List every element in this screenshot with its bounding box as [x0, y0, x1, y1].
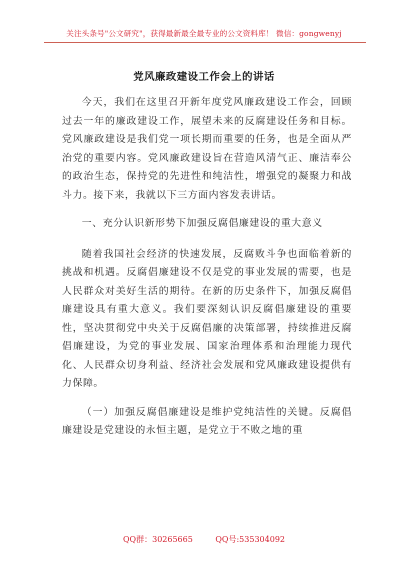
- footer: [0, 534, 408, 545]
- header-divider: [44, 42, 366, 43]
- paragraph-intro: 今天，我们在这里召开新年度党风廉政建设工作会，回顾过去一年的廉政建设工作，展望未来的反腐建设任务和目标。党风廉政建设是我们党一项长期而重要的任务，也是全面从严治党的重要内容。党风廉政建设旨在营造风清气正、廉洁奉公的政治生态，保持党的先进性和纯洁性，增强党的凝聚力和战斗力。接下来，我就以下三方面内容发表讲话。: [62, 97, 352, 201]
- document-title: 党风廉政建设工作会上的讲话: [133, 71, 275, 83]
- paragraph-subsection-1: （一）加强反腐倡廉建设是维护党纯洁性的关键。反腐倡廉建设是党建设的永恒主题，是党立于不败之地的重: [62, 406, 352, 436]
- paragraph-section-1: 随着我国社会经济的快速发展，反腐败斗争也面临着新的挑战和机遇。反腐倡廉建设不仅是党的事业发展的需要，也是人民群众对美好生活的期待。在新的历史条件下，加强反腐倡廉建设具有重大意义。我们要深刻认识反腐倡廉建设的重要性，坚决贯彻党中央关于反腐倡廉的决策部署，持续推进反腐倡廉建设，为党的事业发展、国家治理体系和治理能力现代化、人民群众切身利益、经济社会发展和党风廉政建设提供有力保障。: [62, 248, 352, 389]
- header-banner: 关注头条号"公文研究"，获得最新最全最专业的公文资料库！ 微信：gongwenyj: [66, 29, 342, 38]
- document-body: [62, 94, 352, 451]
- footer-qq-group: QQ群：30265665: [122, 535, 193, 544]
- section-heading-1: 一、充分认识新形势下加强反腐倡廉建设的重大意义: [81, 218, 323, 229]
- footer-qq-number: QQ号:535304092: [215, 535, 285, 544]
